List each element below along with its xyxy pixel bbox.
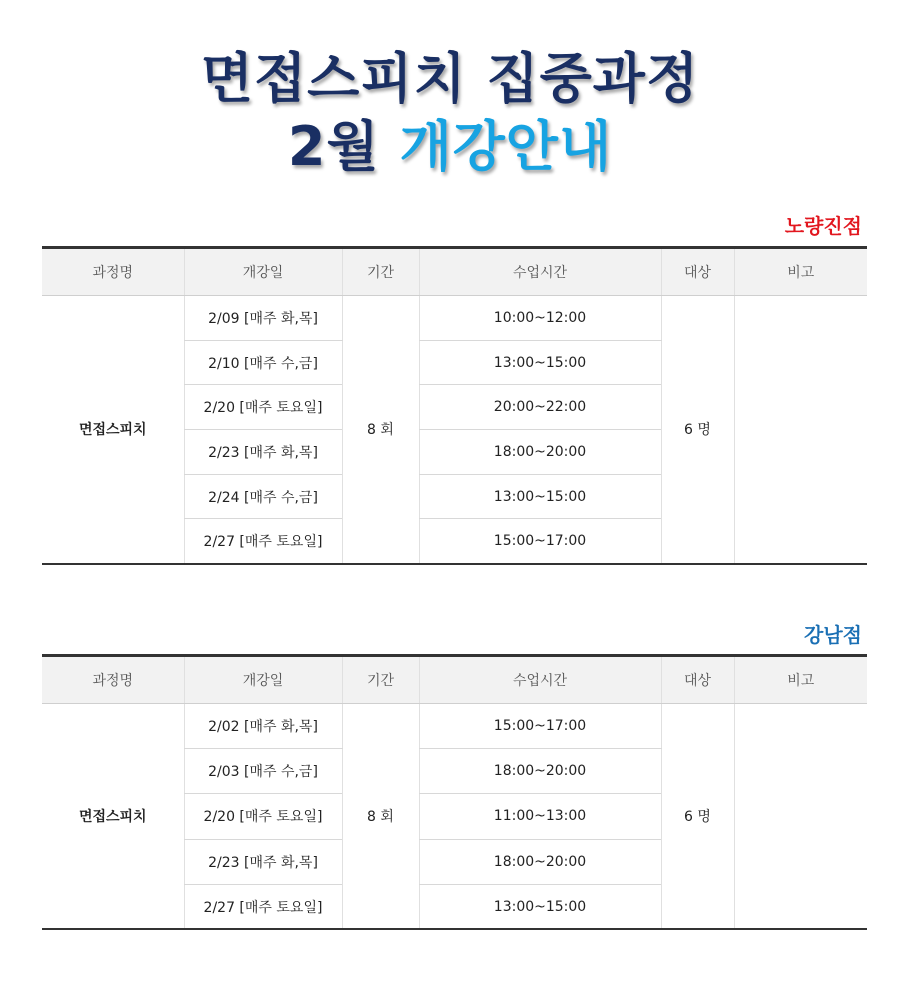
header-class-time: 수업시간 (419, 656, 661, 704)
table-row (42, 704, 867, 749)
start-date-cell: 2/02 [매주 화,목] (184, 704, 342, 749)
page-subtitle (0, 104, 900, 181)
target-cell: 6 명 (661, 704, 734, 930)
header-duration: 기간 (342, 656, 419, 704)
header-class-time: 수업시간 (419, 248, 661, 296)
class-time-cell: 13:00~15:00 (419, 340, 661, 385)
subtitle-month: 2월 (287, 115, 380, 178)
table-row (42, 296, 867, 341)
header-start-date: 개강일 (184, 248, 342, 296)
schedule-table-noryangjin (42, 246, 867, 565)
class-time-cell: 18:00~20:00 (419, 839, 661, 884)
class-time-cell: 18:00~20:00 (419, 749, 661, 794)
header-target: 대상 (661, 248, 734, 296)
table-header (42, 248, 867, 296)
page-title: 면접스피치 집중과정 (200, 47, 700, 110)
class-time-cell: 20:00~22:00 (419, 385, 661, 430)
branch-label-gangnam: 강남점 (804, 623, 862, 647)
target-cell: 6 명 (661, 296, 734, 564)
note-cell (734, 704, 867, 930)
start-date-cell: 2/09 [매주 화,목] (184, 296, 342, 341)
class-time-cell: 10:00~12:00 (419, 296, 661, 341)
header-start-date: 개강일 (184, 656, 342, 704)
class-time-cell: 13:00~15:00 (419, 474, 661, 519)
start-date-cell: 2/03 [매주 수,금] (184, 749, 342, 794)
class-time-cell: 11:00~13:00 (419, 794, 661, 839)
header-note: 비고 (734, 248, 867, 296)
subtitle-accent: 개강안내 (399, 115, 613, 178)
start-date-cell: 2/20 [매주 토요일] (184, 385, 342, 430)
table-header (42, 656, 867, 704)
start-date-cell: 2/27 [매주 토요일] (184, 884, 342, 929)
duration-cell: 8 회 (342, 296, 419, 564)
start-date-cell: 2/24 [매주 수,금] (184, 474, 342, 519)
note-cell (734, 296, 867, 564)
start-date-cell: 2/23 [매주 화,목] (184, 430, 342, 475)
header-course: 과정명 (42, 656, 184, 704)
class-time-cell: 15:00~17:00 (419, 519, 661, 564)
duration-cell: 8 회 (342, 704, 419, 930)
class-time-cell: 13:00~15:00 (419, 884, 661, 929)
header-duration: 기간 (342, 248, 419, 296)
class-time-cell: 15:00~17:00 (419, 704, 661, 749)
branch-label-noryangjin: 노량진점 (784, 214, 862, 238)
start-date-cell: 2/23 [매주 화,목] (184, 839, 342, 884)
course-name-cell: 면접스피치 (42, 704, 184, 930)
header-note: 비고 (734, 656, 867, 704)
start-date-cell: 2/20 [매주 토요일] (184, 794, 342, 839)
class-time-cell: 18:00~20:00 (419, 430, 661, 475)
start-date-cell: 2/10 [매주 수,금] (184, 340, 342, 385)
header-course: 과정명 (42, 248, 184, 296)
course-name-cell: 면접스피치 (42, 296, 184, 564)
schedule-table-gangnam (42, 654, 867, 930)
header-target: 대상 (661, 656, 734, 704)
start-date-cell: 2/27 [매주 토요일] (184, 519, 342, 564)
